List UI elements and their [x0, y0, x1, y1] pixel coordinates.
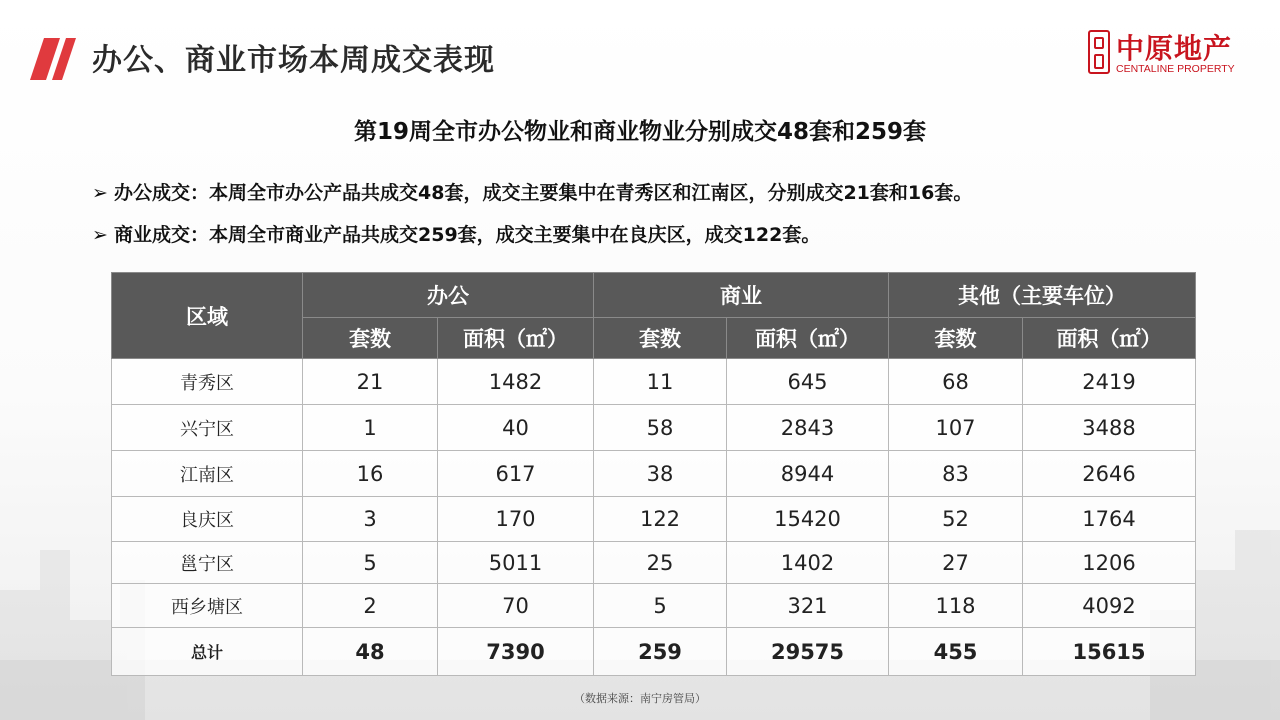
header-other: 其他（主要车位） [889, 273, 1196, 318]
logo-chinese-name: 中原地产 [1116, 32, 1233, 65]
table-row [112, 451, 1196, 497]
cell-commercial-area: 15420 [727, 497, 889, 542]
cell-district: 江南区 [112, 451, 303, 497]
bullet-commercial [92, 220, 1212, 262]
cell-office-units: 21 [303, 359, 438, 405]
cell-other-units: 118 [889, 584, 1023, 628]
page-title: 办公、商业市场本周成交表现 [92, 43, 495, 78]
header-commercial-units: 套数 [594, 318, 727, 359]
cell-district: 兴宁区 [112, 405, 303, 451]
slide-subtitle: 第19周全市办公物业和商业物业分别成交48套和259套 [353, 119, 927, 145]
data-source-note: （数据来源：南宁房管局） [574, 692, 706, 705]
header-district: 区域 [112, 273, 303, 359]
header-office-units: 套数 [303, 318, 438, 359]
table-row [112, 584, 1196, 628]
cell-district: 西乡塘区 [112, 584, 303, 628]
cell-commercial-area: 2843 [727, 405, 889, 451]
cell-commercial-units: 11 [594, 359, 727, 405]
cell-office-area: 617 [438, 451, 594, 497]
cell-district: 青秀区 [112, 359, 303, 405]
cell-total-label: 总计 [112, 628, 303, 676]
cell-district: 邕宁区 [112, 542, 303, 584]
arrow-right-icon: ➢ [92, 182, 108, 204]
logo-english-name: CENTALINE PROPERTY [1116, 63, 1235, 75]
cell-office-units: 5 [303, 542, 438, 584]
cell-other-area: 4092 [1023, 584, 1196, 628]
header-other-units: 套数 [889, 318, 1023, 359]
cell-office-area: 170 [438, 497, 594, 542]
table-row [112, 359, 1196, 405]
table-total-row [112, 628, 1196, 676]
table-row [112, 497, 1196, 542]
cell-office-units: 16 [303, 451, 438, 497]
cell-commercial-units: 5 [594, 584, 727, 628]
cell-office-area: 1482 [438, 359, 594, 405]
title-accent-slashes [30, 38, 86, 80]
cell-commercial-units: 25 [594, 542, 727, 584]
cell-office-area: 5011 [438, 542, 594, 584]
cell-total-commercial-units: 259 [594, 628, 727, 676]
bullet-office [92, 178, 1212, 220]
cell-total-other-area: 15615 [1023, 628, 1196, 676]
cell-other-units: 27 [889, 542, 1023, 584]
cell-district: 良庆区 [112, 497, 303, 542]
bullet-office-text: 办公成交：本周全市办公产品共成交48套，成交主要集中在青秀区和江南区，分别成交21套和16套。 [114, 182, 973, 204]
cell-other-units: 107 [889, 405, 1023, 451]
header-commercial: 商业 [594, 273, 889, 318]
transaction-table [111, 272, 1196, 676]
cell-commercial-area: 321 [727, 584, 889, 628]
cell-total-other-units: 455 [889, 628, 1023, 676]
cell-commercial-area: 645 [727, 359, 889, 405]
cell-commercial-units: 38 [594, 451, 727, 497]
arrow-right-icon: ➢ [92, 224, 108, 246]
cell-other-units: 68 [889, 359, 1023, 405]
summary-bullets [92, 178, 1212, 262]
cell-office-units: 1 [303, 405, 438, 451]
header-office-area: 面积（㎡） [438, 318, 594, 359]
table-header-row [112, 273, 1196, 318]
cell-commercial-area: 8944 [727, 451, 889, 497]
cell-other-units: 83 [889, 451, 1023, 497]
header-commercial-area: 面积（㎡） [727, 318, 889, 359]
header-office: 办公 [303, 273, 594, 318]
cell-other-area: 2419 [1023, 359, 1196, 405]
cell-other-units: 52 [889, 497, 1023, 542]
cell-other-area: 1764 [1023, 497, 1196, 542]
cell-office-area: 70 [438, 584, 594, 628]
cell-total-office-units: 48 [303, 628, 438, 676]
centaline-logo [1088, 30, 1258, 78]
cell-other-area: 3488 [1023, 405, 1196, 451]
cell-total-commercial-area: 29575 [727, 628, 889, 676]
cell-office-units: 3 [303, 497, 438, 542]
cell-other-area: 2646 [1023, 451, 1196, 497]
header-other-area: 面积（㎡） [1023, 318, 1196, 359]
table-row [112, 542, 1196, 584]
cell-commercial-units: 122 [594, 497, 727, 542]
logo-seal-icon [1088, 30, 1110, 74]
cell-commercial-units: 58 [594, 405, 727, 451]
cell-office-units: 2 [303, 584, 438, 628]
cell-other-area: 1206 [1023, 542, 1196, 584]
table-row [112, 405, 1196, 451]
bullet-commercial-text: 商业成交：本周全市商业产品共成交259套，成交主要集中在良庆区，成交122套。 [114, 224, 821, 246]
cell-office-area: 40 [438, 405, 594, 451]
cell-commercial-area: 1402 [727, 542, 889, 584]
cell-total-office-area: 7390 [438, 628, 594, 676]
